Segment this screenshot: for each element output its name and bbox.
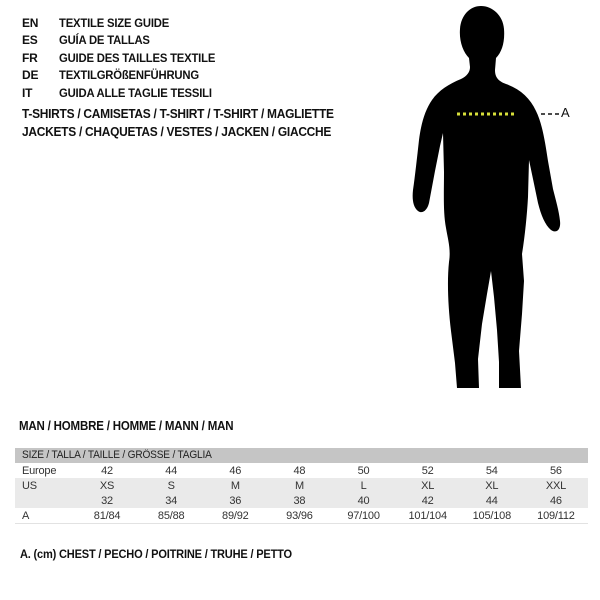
category-line-tshirts: T-SHIRTS / CAMISETAS / T-SHIRT / T-SHIRT / MAGLIETTE bbox=[22, 106, 334, 121]
language-title: TEXTILGRÖßENFÜHRUNG bbox=[59, 68, 199, 83]
size-value: 46 bbox=[229, 464, 242, 477]
size-value: 38 bbox=[293, 494, 306, 507]
language-code: ES bbox=[22, 33, 38, 48]
size-value: 36 bbox=[229, 494, 242, 507]
language-title: GUÍA DE TALLAS bbox=[59, 33, 150, 48]
table-row-chest-cm bbox=[15, 508, 588, 523]
size-value: 81/84 bbox=[93, 509, 121, 522]
size-value: 46 bbox=[550, 494, 562, 507]
language-row-it bbox=[22, 84, 225, 102]
size-value: XL bbox=[421, 479, 435, 492]
size-value: 89/92 bbox=[222, 509, 249, 522]
language-row-fr bbox=[22, 49, 225, 67]
language-code: FR bbox=[22, 50, 38, 65]
size-value: XL bbox=[485, 479, 499, 492]
size-value: 34 bbox=[165, 494, 178, 507]
table-row-us-letters bbox=[15, 478, 588, 493]
size-value: 109/112 bbox=[537, 509, 575, 522]
size-value: 97/100 bbox=[347, 509, 380, 522]
size-value: 52 bbox=[421, 464, 434, 477]
row-label: US bbox=[22, 479, 37, 492]
section-title-man: MAN / HOMBRE / HOMME / MANN / MAN bbox=[19, 419, 234, 433]
man-silhouette-shape bbox=[413, 6, 561, 388]
language-title: GUIDA ALLE TAGLIE TESSILI bbox=[59, 85, 212, 100]
size-value: S bbox=[167, 479, 175, 492]
garment-categories bbox=[22, 105, 361, 141]
size-value: 42 bbox=[101, 464, 113, 477]
size-value: XXL bbox=[545, 479, 567, 492]
size-value: 105/108 bbox=[472, 509, 511, 522]
language-row-en bbox=[22, 14, 225, 32]
man-silhouette-svg bbox=[400, 0, 600, 400]
size-table bbox=[15, 448, 588, 524]
measure-label-a: A bbox=[561, 105, 570, 120]
size-value: 93/96 bbox=[286, 509, 313, 522]
language-code: IT bbox=[22, 85, 33, 100]
language-row-es bbox=[22, 32, 225, 50]
language-code: DE bbox=[22, 68, 39, 83]
size-value: M bbox=[230, 479, 240, 492]
table-row-europe bbox=[15, 463, 588, 478]
size-table-header-label: SIZE / TALLA / TAILLE / GRÖSSE / TAGLIA bbox=[22, 449, 212, 461]
table-row-us-numeric bbox=[15, 493, 588, 508]
size-value: 50 bbox=[357, 464, 370, 477]
size-value: 48 bbox=[293, 464, 306, 477]
category-line-jackets: JACKETS / CHAQUETAS / VESTES / JACKEN / GIACCHE bbox=[22, 124, 332, 139]
language-code: EN bbox=[22, 15, 39, 30]
size-value: 44 bbox=[165, 464, 178, 477]
row-label: Europe bbox=[22, 464, 57, 477]
size-value: 32 bbox=[101, 494, 113, 507]
size-value: 42 bbox=[421, 494, 434, 507]
language-row-de bbox=[22, 67, 225, 85]
size-value: 44 bbox=[485, 494, 498, 507]
language-title: TEXTILE SIZE GUIDE bbox=[59, 15, 170, 30]
language-title: GUIDE DES TAILLES TEXTILE bbox=[59, 50, 216, 65]
man-silhouette-figure bbox=[400, 0, 600, 400]
measurement-footnote: A. (cm) CHEST / PECHO / POITRINE / TRUHE / PETTO bbox=[20, 547, 292, 561]
size-value: 101/104 bbox=[408, 509, 447, 522]
size-value: 40 bbox=[357, 494, 370, 507]
size-value: 56 bbox=[550, 464, 562, 477]
size-value: 54 bbox=[485, 464, 498, 477]
language-list bbox=[22, 14, 225, 102]
size-value: XS bbox=[99, 479, 115, 492]
size-table-header-row bbox=[15, 448, 588, 463]
size-value: 85/88 bbox=[157, 509, 185, 522]
size-value: L bbox=[360, 479, 367, 492]
row-label: A bbox=[22, 509, 30, 522]
size-value: M bbox=[294, 479, 304, 492]
